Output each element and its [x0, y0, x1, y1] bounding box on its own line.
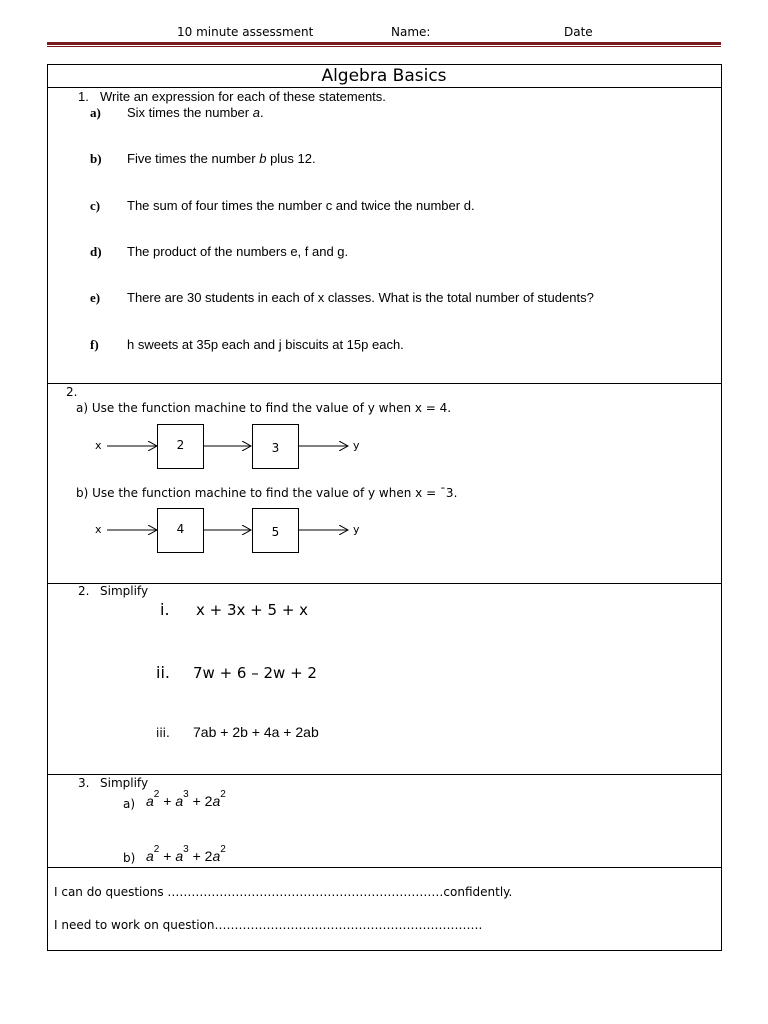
page-title: Algebra Basics — [321, 66, 447, 86]
roman-label: i. — [160, 600, 170, 619]
divider — [47, 87, 722, 88]
q1-item-label: a) — [90, 105, 101, 120]
arrows — [90, 423, 370, 473]
roman-label: ii. — [156, 663, 170, 682]
q1-item-label: b) — [90, 151, 102, 166]
simplify-expression: 7ab + 2b + 4a + 2ab — [193, 724, 319, 740]
q1-number: 1. — [78, 89, 89, 104]
header-rule — [47, 42, 721, 45]
date-label: Date — [564, 25, 593, 39]
power-expression: $a^2 + a^3 + 2a^2$ — [146, 844, 226, 864]
machine-output: y — [353, 439, 360, 452]
q1-item-text: Five times the number b plus 12. — [127, 151, 316, 166]
header-rule-thin — [47, 46, 721, 47]
q1-item-label: f) — [90, 337, 99, 352]
arrows — [90, 507, 370, 557]
q1-item-text: h sweets at 35p each and j biscuits at 15p each. — [127, 337, 404, 352]
assessment-label: 10 minute assessment — [177, 25, 314, 39]
q2b-instruction: b) Use the function machine to find the value of y when x = ¯3. — [76, 486, 458, 500]
q1-item-label: e) — [90, 290, 101, 305]
q4-heading: Simplify — [100, 776, 149, 790]
power-expression: $a^2 + a^3 + 2a^2$ — [146, 789, 226, 809]
q1-item-text: There are 30 students in each of x classes. What is the total number of students? — [127, 290, 594, 305]
machine-output: y — [353, 523, 360, 536]
function-machine-a — [90, 423, 370, 473]
divider — [47, 583, 722, 584]
q2-number: 2. — [66, 385, 78, 399]
confidence-line: I can do questions ……………………………………………………………confidently. — [54, 885, 513, 899]
q4-label: b) — [123, 851, 136, 865]
machine-input: x — [95, 439, 102, 452]
divider — [47, 867, 722, 868]
q1-item-text: The sum of four times the number c and twice the number d. — [127, 198, 475, 213]
q1-item-label: d) — [90, 244, 102, 259]
machine-box: 5 — [252, 508, 299, 553]
name-label: Name: — [391, 25, 431, 39]
function-machine-b — [90, 507, 370, 557]
q1-instruction: Write an expression for each of these statements. — [100, 89, 386, 104]
work-on-line: I need to work on question…………………………………………………………. — [54, 918, 483, 932]
divider — [47, 383, 722, 384]
q3-heading: Simplify — [100, 584, 149, 598]
simplify-expression: 7w + 6 – 2w + 2 — [193, 664, 317, 682]
divider — [47, 774, 722, 775]
q4-label: a) — [123, 797, 136, 811]
roman-label: iii. — [156, 726, 170, 740]
q1-item-text: Six times the number a. — [127, 105, 264, 120]
machine-box: 4 — [157, 508, 204, 553]
q2a-instruction: a) Use the function machine to find the value of y when x = 4. — [76, 401, 452, 415]
q1-item-label: c) — [90, 198, 101, 213]
q1-item-text: The product of the numbers e, f and g. — [127, 244, 349, 259]
machine-input: x — [95, 523, 102, 536]
machine-box: 2 — [157, 424, 204, 469]
simplify-expression: x + 3x + 5 + x — [196, 601, 309, 619]
q3-number: 2. — [78, 584, 90, 598]
q4-number: 3. — [78, 776, 90, 790]
machine-box: 3 — [252, 424, 299, 469]
